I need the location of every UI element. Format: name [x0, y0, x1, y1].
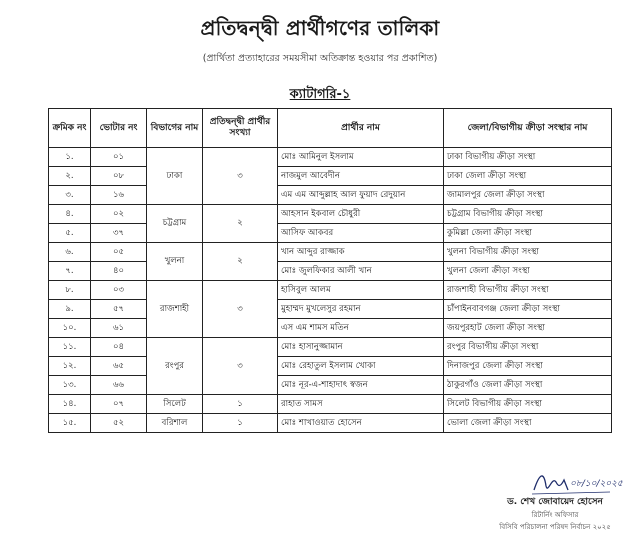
count-cell: ৩: [203, 281, 278, 338]
serial-cell: ৪.: [49, 205, 91, 224]
serial-cell: ১২.: [49, 357, 91, 376]
voter-cell: ০২: [91, 205, 147, 224]
candidate-cell: এম এম আব্দুল্লাহ আল ফুয়াদ রেদুয়ান: [278, 186, 444, 205]
table-row: [49, 186, 612, 205]
table-row: [49, 205, 612, 224]
table-header-row: [49, 109, 612, 148]
organization-cell: খুলনা জেলা ক্রীড়া সংস্থা: [444, 262, 612, 281]
voter-cell: ৬৫: [91, 357, 147, 376]
table-row: [49, 243, 612, 262]
candidate-cell: হাসিবুল আলম: [278, 281, 444, 300]
organization-cell: জয়পুরহাট জেলা ক্রীড়া সংস্থা: [444, 319, 612, 338]
count-cell: ৩: [203, 148, 278, 205]
table-row: [49, 224, 612, 243]
candidate-cell: খান আব্দুর রাজ্জাক: [278, 243, 444, 262]
header-candidate-name: প্রার্থীর নাম: [278, 109, 444, 148]
signatory-name: ড. শেখ জোবায়েদ হোসেন: [507, 497, 603, 507]
header-voter-no: ভোটার নং: [91, 109, 147, 148]
signature-date: ০৮/১০/২০২৫: [570, 479, 623, 489]
count-cell: ১: [203, 395, 278, 414]
table-row: [49, 414, 612, 433]
voter-cell: ৫২: [91, 414, 147, 433]
candidate-cell: আহসান ইকবাল চৌধুরী: [278, 205, 444, 224]
header-candidate-count: প্রতিদ্বন্দ্বী প্রার্থীর সংখ্যা: [203, 109, 278, 148]
serial-cell: ৭.: [49, 262, 91, 281]
table-row: [49, 357, 612, 376]
table-row: [49, 319, 612, 338]
organization-cell: জামালপুর জেলা ক্রীড়া সংস্থা: [444, 186, 612, 205]
organization-cell: ভোলা জেলা ক্রীড়া সংস্থা: [444, 414, 612, 433]
organization-cell: খুলনা বিভাগীয় ক্রীড়া সংস্থা: [444, 243, 612, 262]
table-row: [49, 376, 612, 395]
voter-cell: ০৮: [91, 167, 147, 186]
division-cell: খুলনা: [147, 243, 203, 281]
voter-cell: ০৩: [91, 281, 147, 300]
candidate-cell: মোঃ জুলফিকার আলী খান: [278, 262, 444, 281]
division-cell: চট্টগ্রাম: [147, 205, 203, 243]
organization-cell: চট্টগ্রাম বিভাগীয় ক্রীড়া সংস্থা: [444, 205, 612, 224]
serial-cell: ৯.: [49, 300, 91, 319]
voter-cell: ১৬: [91, 186, 147, 205]
voter-cell: ৫৭: [91, 300, 147, 319]
candidate-cell: আসিফ আকবর: [278, 224, 444, 243]
header-organization: জেলা/বিভাগীয় ক্রীড়া সংস্থার নাম: [444, 109, 612, 148]
count-cell: ২: [203, 243, 278, 281]
voter-cell: ৩৭: [91, 224, 147, 243]
header-division: বিভাগের নাম: [147, 109, 203, 148]
table-row: [49, 395, 612, 414]
serial-cell: ১১.: [49, 338, 91, 357]
voter-cell: ০৪: [91, 338, 147, 357]
serial-cell: ১.: [49, 148, 91, 167]
organization-cell: ঠাকুরগাঁও জেলা ক্রীড়া সংস্থা: [444, 376, 612, 395]
serial-cell: ১৩.: [49, 376, 91, 395]
candidate-cell: রাহাত সামস: [278, 395, 444, 414]
division-cell: রাজশাহী: [147, 281, 203, 338]
table-row: [49, 338, 612, 357]
count-cell: ১: [203, 414, 278, 433]
division-cell: ঢাকা: [147, 148, 203, 205]
candidate-cell: মোঃ রেহাতুল ইসলাম খোকা: [278, 357, 444, 376]
organization-cell: রংপুর বিভাগীয় ক্রীড়া সংস্থা: [444, 338, 612, 357]
candidate-cell: নাজমুল আবেদীন: [278, 167, 444, 186]
voter-cell: ০১: [91, 148, 147, 167]
signatory-title: রিটার্নিং অফিসার: [531, 511, 579, 519]
serial-cell: ৫.: [49, 224, 91, 243]
voter-cell: ৪০: [91, 262, 147, 281]
candidate-cell: এস এম শামস মতিন: [278, 319, 444, 338]
serial-cell: ১০.: [49, 319, 91, 338]
organization-cell: রাজশাহী বিভাগীয় ক্রীড়া সংস্থা: [444, 281, 612, 300]
serial-cell: ১৪.: [49, 395, 91, 414]
header-serial: ক্রমিক নং: [49, 109, 91, 148]
signatory-organization: বিসিবি পরিচালনা পরিষদ নির্বাচন ২০২৫: [499, 523, 611, 531]
table-row: [49, 281, 612, 300]
organization-cell: সিলেট বিভাগীয় ক্রীড়া সংস্থা: [444, 395, 612, 414]
voter-cell: ০৫: [91, 243, 147, 262]
page-subtitle: (প্রার্থিতা প্রত্যাহারের সময়সীমা অতিক্রান্ত হওয়ার পর প্রকাশিত): [202, 53, 438, 64]
division-cell: সিলেট: [147, 395, 203, 414]
serial-cell: ৮.: [49, 281, 91, 300]
table-row: [49, 148, 612, 167]
candidate-cell: মোঃ হাসানুজ্জামান: [278, 338, 444, 357]
serial-cell: ২.: [49, 167, 91, 186]
table-row: [49, 262, 612, 281]
organization-cell: দিনাজপুর জেলা ক্রীড়া সংস্থা: [444, 357, 612, 376]
count-cell: ২: [203, 205, 278, 243]
voter-cell: ৬১: [91, 319, 147, 338]
candidate-cell: মোঃ আমিনুল ইসলাম: [278, 148, 444, 167]
count-cell: ৩: [203, 338, 278, 395]
candidate-cell: মুহাম্মদ মুখলেসুর রহমান: [278, 300, 444, 319]
voter-cell: ৬৬: [91, 376, 147, 395]
serial-cell: ১৫.: [49, 414, 91, 433]
voter-cell: ০৭: [91, 395, 147, 414]
organization-cell: ঢাকা বিভাগীয় ক্রীড়া সংস্থা: [444, 148, 612, 167]
candidate-cell: মোঃ নূর-এ-শাহাদাৎ স্বজন: [278, 376, 444, 395]
division-cell: বরিশাল: [147, 414, 203, 433]
table-row: [49, 300, 612, 319]
organization-cell: চাঁপাইনবাবগঞ্জ জেলা ক্রীড়া সংস্থা: [444, 300, 612, 319]
candidates-table: [48, 108, 612, 433]
category-heading: ক্যাটাগরি-১: [289, 87, 351, 102]
table-row: [49, 167, 612, 186]
division-cell: রংপুর: [147, 338, 203, 395]
page-title: প্রতিদ্বন্দ্বী প্রার্থীগণের তালিকা: [200, 16, 440, 40]
serial-cell: ৩.: [49, 186, 91, 205]
organization-cell: ঢাকা জেলা ক্রীড়া সংস্থা: [444, 167, 612, 186]
organization-cell: কুমিল্লা জেলা ক্রীড়া সংস্থা: [444, 224, 612, 243]
candidate-cell: মোঃ শাখাওয়াত হোসেন: [278, 414, 444, 433]
serial-cell: ৬.: [49, 243, 91, 262]
